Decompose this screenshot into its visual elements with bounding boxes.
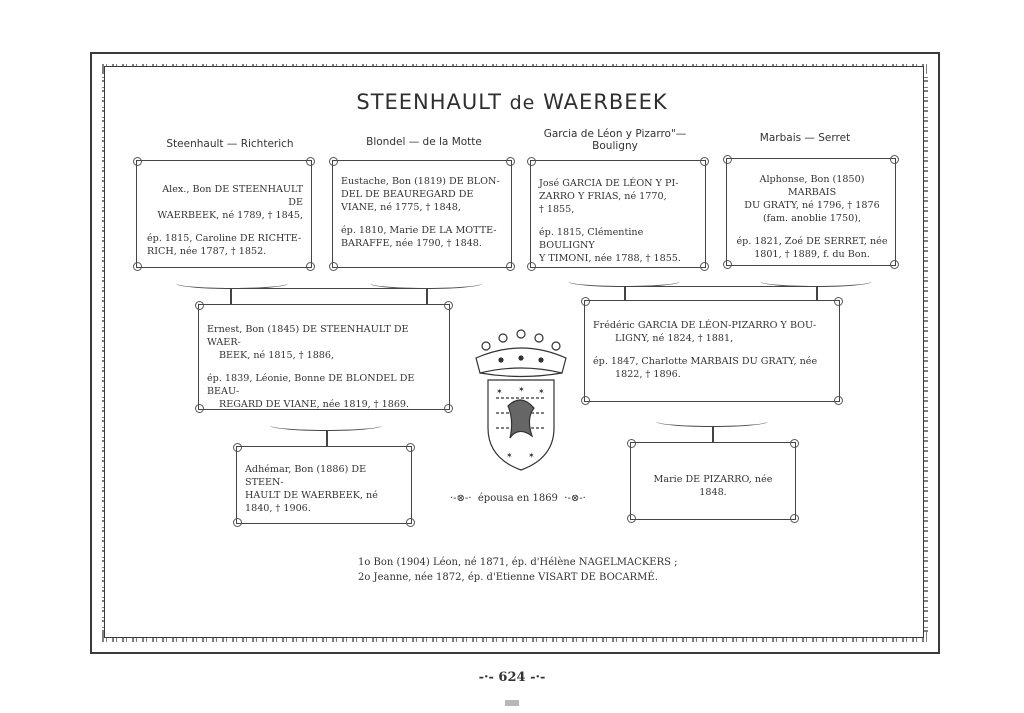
person-box-alex-steenhault: [136, 160, 312, 268]
person-box-eustache-blondel: [332, 160, 512, 268]
gen2-1-line1: Frédéric GARCIA DE LÉON-PIZARRO Y BOU-: [593, 320, 817, 331]
gen1-0-line3: ép. 1815, Caroline DE RICHTE-: [147, 233, 302, 244]
connector-line: [816, 286, 818, 300]
page-title: [0, 90, 1024, 114]
column-heading-garcia: Garcia de Léon y Pizarro"— Bouligny: [543, 128, 687, 152]
gen2-0-line2: BEEK, né 1815, † 1886,: [219, 350, 335, 361]
gen1-1-line1: Eustache, Bon (1819) DE BLON-: [341, 176, 500, 187]
svg-text:✶: ✶: [506, 451, 513, 460]
printer-mark: [505, 700, 519, 706]
gen1-2-line1: José GARCIA DE LÉON Y PI-: [539, 178, 679, 189]
page-number: [0, 670, 1024, 685]
gen1-1-line2: DEL DE BEAUREGARD DE: [341, 189, 474, 200]
gen2-1-line4: 1822, † 1896.: [615, 369, 681, 380]
gen3-0-line2: HAULT DE WAERBEEK, né: [245, 490, 378, 501]
connector-line: [624, 286, 626, 300]
gen3-0-line3: 1840, † 1906.: [245, 503, 311, 514]
gen1-2-line5: Y TIMONI, née 1788, † 1855.: [539, 253, 681, 264]
connector-line: [230, 288, 232, 304]
ornament-icon: -·-: [478, 670, 499, 685]
gen1-3-line3: (fam. anoblie 1750),: [762, 213, 862, 224]
gen3-1-line1: Marie DE PIZARRO, née 1848.: [653, 474, 773, 498]
title-de: de: [509, 92, 536, 114]
connector-line: [232, 288, 428, 289]
person-box-ernest-steenhault: [198, 304, 450, 410]
svg-text:✶: ✶: [528, 451, 535, 460]
gen1-2-line4: ép. 1815, Clémentine BOULIGNY: [539, 227, 644, 251]
column-heading-steenhault: Steenhault — Richterich: [166, 138, 294, 150]
ornament-left-icon: ·-⊗-·: [450, 493, 475, 504]
gen1-1-line5: BARAFFE, née 1790, † 1848.: [341, 238, 482, 249]
children-footnote: [358, 555, 678, 585]
page-number-value: 624: [498, 670, 526, 685]
person-box-jose-garcia: [530, 160, 706, 268]
connector-line: [326, 430, 328, 446]
svg-text:✶: ✶: [538, 387, 545, 396]
connector-line: [712, 426, 714, 442]
svg-text:✶: ✶: [496, 387, 503, 396]
gen1-0-line1: Alex., Bon DE STEENHAULT DE: [162, 184, 303, 208]
gen1-2-line2: ZARRO Y FRIAS, né 1770,: [539, 191, 667, 202]
footnote-1: 1o Bon (1904) Léon, né 1871, ép. d'Hélène NAGELMACKERS ;: [358, 557, 678, 568]
person-box-frederic-garcia: [584, 300, 840, 402]
column-heading-blondel: Blondel — de la Motte: [366, 136, 482, 148]
gen2-1-line2: LIGNY, né 1824, † 1881,: [615, 333, 734, 344]
gen1-1-line3: VIANE, né 1775, † 1848,: [341, 202, 461, 213]
person-box-marie-pizarro: [630, 442, 796, 520]
gen1-0-line2: WAERBEEK, né 1789, † 1845,: [157, 210, 303, 221]
coat-of-arms-icon: [466, 318, 576, 478]
marriage-note: [450, 493, 586, 504]
gen2-0-line4: REGARD DE VIANE, née 1819, † 1869.: [219, 399, 410, 410]
gen1-2-line3: † 1855,: [539, 204, 575, 215]
svg-text:✶: ✶: [518, 385, 525, 394]
gen2-0-line3: ép. 1839, Léonie, Bonne DE BLONDEL DE BEAU-: [207, 373, 415, 397]
connector-line: [426, 288, 428, 304]
gen1-3-line5: 1801, † 1889, f. du Bon.: [754, 249, 870, 260]
gen1-3-line2: DU GRATY, né 1796, † 1876: [744, 200, 880, 211]
connector-line: [624, 286, 818, 287]
title-steenhault: STEENHAULT: [356, 90, 502, 114]
gen1-1-line4: ép. 1810, Marie DE LA MOTTE-: [341, 225, 497, 236]
gen1-3-line4: ép. 1821, Zoé DE SERRET, née: [736, 236, 888, 247]
gen1-3-line1: Alphonse, Bon (1850) MARBAIS: [759, 174, 865, 198]
gen2-0-line1: Ernest, Bon (1845) DE STEENHAULT DE WAER-: [207, 324, 409, 348]
epousa-text: épousa en 1869: [477, 493, 558, 504]
gen2-1-line3: ép. 1847, Charlotte MARBAIS DU GRATY, née: [593, 356, 818, 367]
ornament-icon: -·-: [530, 670, 546, 685]
person-box-adhemar-steenhault: [236, 446, 412, 524]
footnote-2: 2o Jeanne, née 1872, ép. d'Etienne VISART DE BOCARMÉ.: [358, 572, 658, 583]
column-heading-marbais: Marbais — Serret: [759, 132, 851, 144]
gen3-0-line1: Adhémar, Bon (1886) DE STEEN-: [245, 464, 367, 488]
person-box-alphonse-marbais: [726, 158, 896, 266]
title-waerbeek: WAERBEEK: [543, 90, 668, 114]
ornament-right-icon: ·-⊗-·: [561, 493, 586, 504]
gen1-0-line4: RICH, née 1787, † 1852.: [147, 246, 267, 257]
